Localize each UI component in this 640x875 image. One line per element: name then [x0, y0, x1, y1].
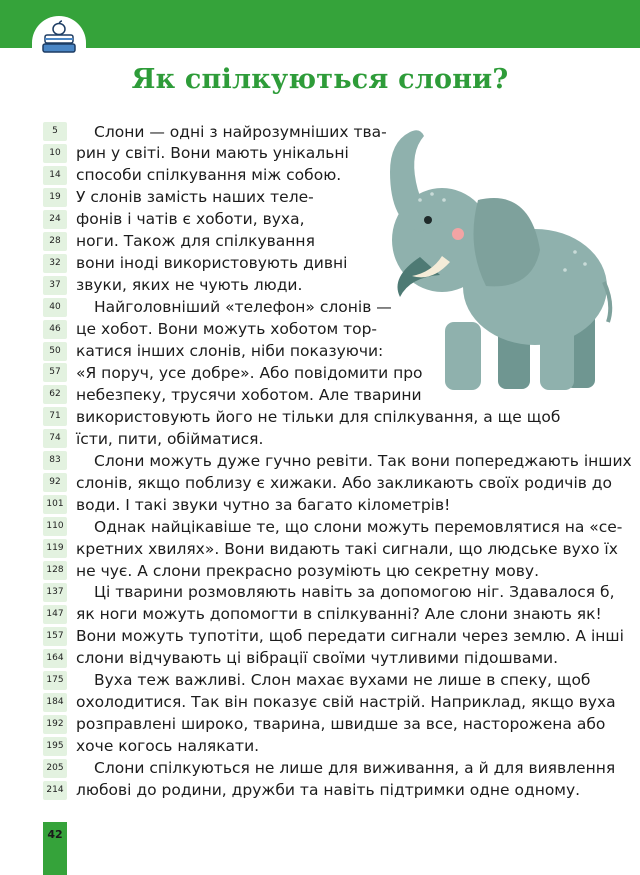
page-title: Як спілкуються слони? — [131, 64, 509, 95]
text-line: слонів, якщо поблизу є хижаки. Або закликають своїх родичів до — [76, 473, 613, 492]
line-number: 14 — [43, 166, 67, 185]
text-line: Вуха теж важливі. Слон махає вухами не лише в спеку, щоб — [94, 671, 591, 690]
text-line: Найголовніший «телефон» слонів — — [94, 298, 392, 317]
line-number: 37 — [43, 276, 67, 295]
line-number: 164 — [43, 649, 67, 668]
text-line: вони іноді використовують дивні — [76, 254, 348, 273]
line-number: 205 — [43, 759, 67, 778]
text-line: хоче когось налякати. — [76, 737, 260, 756]
line-number: 62 — [43, 385, 67, 404]
line-number: 214 — [43, 781, 67, 800]
line-number: 46 — [43, 320, 67, 339]
text-line: слони відчувають ці вібрації своїми чутливими підошвами. — [76, 649, 559, 668]
line-number: 157 — [43, 627, 67, 646]
line-number: 24 — [43, 210, 67, 229]
text-line: У слонів замість наших теле- — [76, 188, 314, 207]
text-line: «Я поруч, усе добре». Або повідомити про — [76, 363, 423, 382]
line-number: 137 — [43, 583, 67, 602]
line-number: 101 — [43, 495, 67, 514]
line-number: 74 — [43, 429, 67, 448]
text-line: Слони — одні з найрозумніших тва- — [94, 122, 387, 141]
text-line: любові до родини, дружби та навіть підтримки одне одному. — [76, 781, 581, 799]
text-line: як ноги можуть допомогти в спілкуванні? Але слони знають як! — [76, 605, 602, 624]
text-line: Слони можуть дуже гучно ревіти. Так вони попереджають інших — [94, 451, 632, 470]
line-number: 175 — [43, 671, 67, 690]
text-line: кретних хвилях». Вони видають такі сигнали, що людське вухо їх — [76, 539, 618, 558]
text-line: рин у світі. Вони мають унікальні — [76, 144, 349, 163]
line-number: 5 — [43, 122, 67, 141]
page-number: 42 — [47, 828, 63, 841]
line-number: 184 — [43, 693, 67, 712]
text-line: це хобот. Вони можуть хоботом тор- — [76, 320, 378, 339]
page-number-tab — [43, 822, 67, 875]
text-line: Слони спілкуються не лише для виживання, а й для виявлення — [94, 759, 616, 778]
text-line: фонів і чатів є хоботи, вуха, — [76, 210, 305, 229]
text-line: використовують його не тільки для спілкування, а ще щоб — [76, 407, 561, 426]
text-line: води. І такі звуки чутно за багато кілометрів! — [76, 495, 451, 514]
line-number: 57 — [43, 363, 67, 382]
line-number: 110 — [43, 517, 67, 536]
text-line: їсти, пити, обійматися. — [76, 429, 264, 448]
text-line: катися інших слонів, ніби показуючи: — [76, 342, 384, 360]
line-number: 40 — [43, 298, 67, 317]
line-number: 50 — [43, 342, 67, 361]
text-line: звуки, яких не чують люди. — [76, 276, 303, 295]
top-banner — [0, 0, 640, 48]
text-line: розправлені широко, тварина, швидше за все, насторожена або — [76, 715, 606, 734]
line-number: 147 — [43, 605, 67, 624]
line-number: 28 — [43, 232, 67, 251]
line-number: 32 — [43, 254, 67, 273]
line-number: 10 — [43, 144, 67, 163]
text-line: ноги. Також для спілкування — [76, 232, 315, 251]
line-number: 19 — [43, 188, 67, 207]
text-line: не чує. А слони прекрасно розуміють цю секретну мову. — [76, 561, 540, 580]
books-icon — [32, 16, 86, 58]
line-number: 92 — [43, 473, 67, 492]
text-line: способи спілкування між собою. — [76, 166, 342, 185]
text-line: охолодитися. Так він показує свій настрій. Наприклад, якщо вуха — [76, 693, 616, 712]
line-number: 192 — [43, 715, 67, 734]
text-line: небезпеку, трусячи хоботом. Але тварини — [76, 385, 422, 404]
elephant-illustration — [350, 122, 615, 397]
line-number: 71 — [43, 407, 67, 426]
line-number: 128 — [43, 561, 67, 580]
text-line: Вони можуть тупотіти, щоб передати сигнали через землю. А інші — [76, 627, 624, 646]
line-number: 119 — [43, 539, 67, 558]
text-line: Ці тварини розмовляють навіть за допомогою ніг. Здавалося б, — [94, 583, 615, 602]
line-number: 83 — [43, 451, 67, 470]
text-line: Однак найцікавіше те, що слони можуть перемовлятися на «се- — [94, 517, 623, 536]
line-number: 195 — [43, 737, 67, 756]
